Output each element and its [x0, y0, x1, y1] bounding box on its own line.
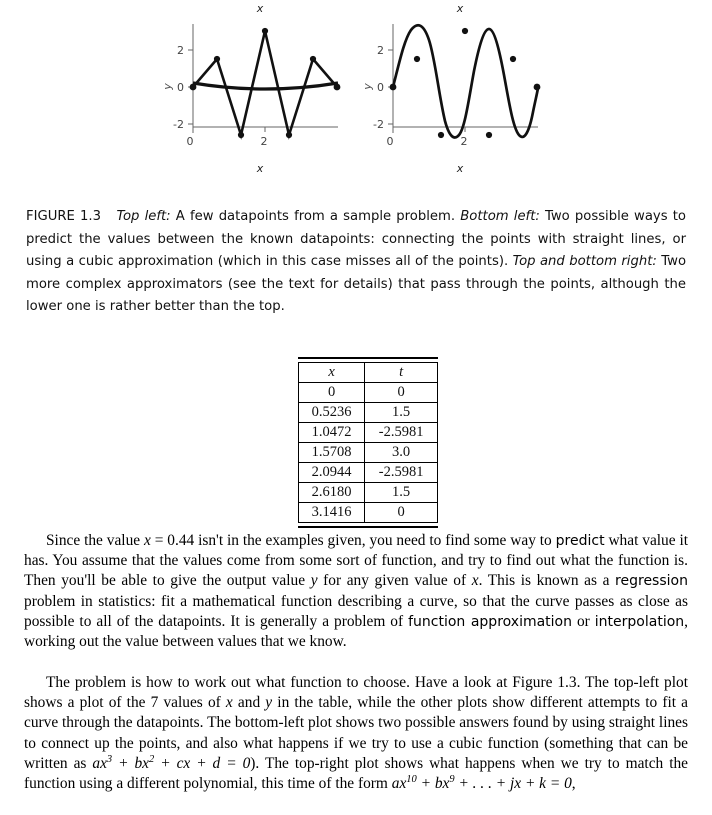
p2-equation-poly-c: + . . . + jx + k = 0 — [454, 775, 572, 793]
table-row — [299, 483, 438, 503]
y-tick-label-2: 2 — [177, 44, 184, 57]
p1-keyword-interpolation: interpolation — [594, 613, 685, 630]
p1-seg7: or — [572, 612, 595, 630]
caption-em-bottom-left: Bottom left: — [460, 209, 540, 224]
plot-left-top-label: x — [256, 2, 264, 15]
p2-equation-cubic-b-exp: 2 — [149, 753, 155, 765]
p2-equation-poly-b-exp: 9 — [449, 773, 455, 785]
plot-top-left — [160, 2, 360, 182]
plot-right-bottom-label: x — [456, 162, 464, 175]
plot-right-canvas — [360, 2, 560, 162]
cell-x: 1.5708 — [299, 443, 365, 463]
figure-caption — [26, 206, 686, 319]
cell-t: -2.5981 — [365, 463, 438, 483]
figure-1-3 — [0, 0, 712, 196]
p1-keyword-regression: regression — [615, 573, 688, 590]
caption-text-1: A few datapoints from a sample problem. — [170, 209, 461, 224]
plot-left-canvas — [160, 2, 360, 162]
cell-t: 0 — [365, 383, 438, 403]
p1-seg8: , working out the value between values that we know. — [24, 612, 688, 651]
p1-seg1: Since the value — [46, 532, 144, 549]
cell-x: 3.1416 — [299, 503, 365, 523]
table-row — [299, 383, 438, 403]
cell-t: 1.5 — [365, 483, 438, 503]
p2-seg1: The problem is how to work out what function to choose. Have a look at Figure 1.3. The top-left plot shows a plot of the 7 values of — [24, 674, 688, 712]
y-tick-label-neg2: -2 — [173, 118, 184, 131]
cell-t: -2.5981 — [365, 423, 438, 443]
p1-seg5: . This is known as a — [478, 572, 616, 590]
figure-number: FIGURE 1.3 — [26, 209, 101, 224]
straight-line-interpolation — [193, 31, 337, 135]
table-header-row — [299, 363, 438, 383]
cell-x: 0.5236 — [299, 403, 365, 423]
table-row — [299, 463, 438, 483]
p2-equation-cubic-c: + cx + d = 0 — [154, 754, 251, 772]
caption-text-2: Two possible ways to predict the values between the known datapoints: connecting the points with straight lines, or using a cubic approximation (which in this case misses all of the points). — [26, 209, 686, 269]
p1-math-x2: x — [471, 572, 479, 590]
p2-seg5: , — [571, 775, 576, 793]
p1-keyword-predict: predict — [555, 533, 605, 549]
p1-math-y: y — [310, 572, 318, 590]
cell-t: 3.0 — [365, 443, 438, 463]
p1-seg4: for any given value of — [317, 572, 472, 590]
y-tick-label-0: 0 — [377, 81, 384, 94]
cell-t: 1.5 — [365, 403, 438, 423]
p2-equation-poly-a: ax — [391, 775, 407, 793]
x-tick-label-0: 0 — [186, 135, 194, 148]
caption-em-top-bottom-right: Top and bottom right: — [512, 254, 657, 269]
caption-text-3: Two more complex approximators (see the text for details) that pass through the points, although the lower one is rather better than the top. — [26, 254, 687, 314]
p2-math-x: x — [225, 694, 233, 712]
x-tick-label-0: 0 — [386, 135, 394, 148]
data-table-container — [298, 357, 438, 528]
plot-left-bottom-label: x — [256, 162, 264, 175]
table-header-t: t — [365, 363, 438, 383]
plot-left-y-label: y — [160, 83, 174, 90]
cell-t: 0 — [365, 503, 438, 523]
table-row — [299, 503, 438, 523]
y-tick-label-2: 2 — [377, 44, 384, 57]
caption-em-top-left: Top left: — [116, 209, 171, 224]
cell-x: 0 — [299, 383, 365, 403]
datapoint-markers — [190, 28, 341, 138]
p2-math-y: y — [265, 694, 273, 712]
table-row — [299, 403, 438, 423]
p2-equation-cubic-b: + bx — [112, 754, 149, 772]
cell-x: 2.6180 — [299, 483, 365, 503]
p2-equation-cubic-a: ax — [92, 754, 107, 772]
y-tick-label-0: 0 — [177, 81, 184, 94]
p1-keyword-function-approximation: function approximation — [408, 613, 572, 630]
p2-equation-cubic-a-exp: 3 — [106, 753, 113, 765]
xt-data-table — [298, 362, 438, 523]
cell-x: 2.0944 — [299, 463, 365, 483]
table-header-x: x — [299, 363, 365, 383]
p2-seg2: and — [232, 694, 266, 712]
body-paragraph-2 — [24, 673, 688, 794]
body-paragraph-1 — [24, 531, 688, 652]
p1-seg6: problem in statistics: fit a mathematical function describing a curve, so that the curve passes as close as possible to all of the datapoints. It is generally a problem of — [24, 592, 688, 630]
plot-right-top-label: x — [456, 2, 464, 15]
p1-math-x: x — [143, 532, 151, 549]
caption-spacer — [101, 209, 117, 224]
p2-equation-poly-a-exp: 10 — [406, 773, 417, 785]
cell-x: 1.0472 — [299, 423, 365, 443]
p2-equation-poly-b: + bx — [416, 775, 450, 793]
table-bottom-rule — [298, 526, 438, 528]
table-row — [299, 423, 438, 443]
x-tick-label-2: 2 — [260, 135, 268, 148]
y-tick-label-neg2: -2 — [373, 118, 384, 131]
p1-seg2: = 0.44 isn't in the examples given, you need to find some way to — [150, 532, 556, 549]
plot-top-right — [360, 2, 560, 182]
table-top-rule — [298, 357, 438, 359]
table-row — [299, 443, 438, 463]
p2-seg3: in the table, while the other plots show different attempts to fit a curve through the datapoints. The bottom-left plot shows two possible answers found by using straight lines to connect up the points, and also what happens if we try to use a cubic function (something that can be written as — [24, 694, 688, 772]
cubic-approximation-curve — [193, 83, 338, 89]
plot-right-y-label: y — [360, 83, 374, 90]
p1-seg3: what value it has. You assume that the values come from some sort of function, and try to find out what the function is. Then you'll be able to give the output value — [24, 532, 689, 590]
polynomial-approximation-curve — [393, 25, 538, 137]
x-tick-label-2: 2 — [460, 135, 468, 148]
p2-seg4: ). The top-right plot shows what happens when we try to match the function using a different polynomial, this time of the form — [24, 754, 688, 793]
